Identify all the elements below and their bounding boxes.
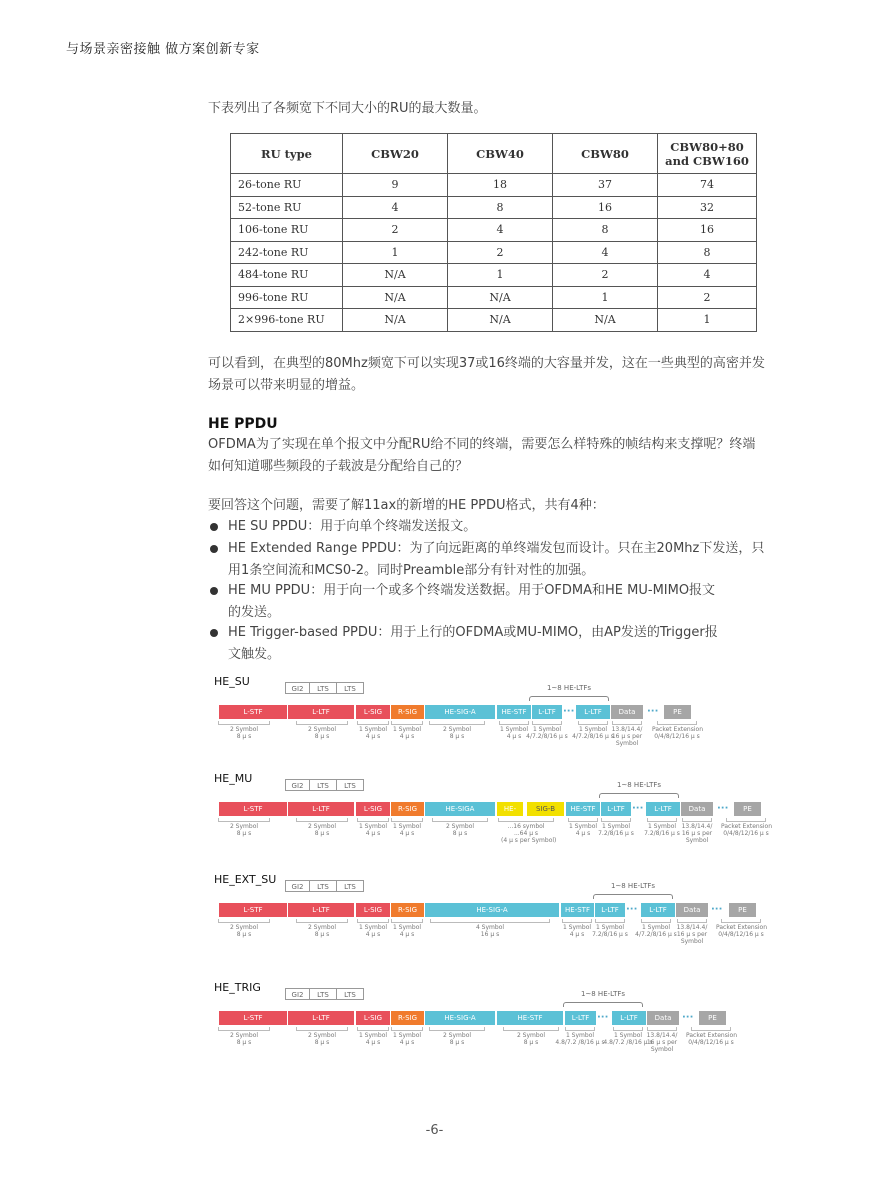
frame-segment: HE-SIG-A (425, 1011, 495, 1025)
ellipsis-icon: ··· (711, 904, 723, 915)
frame-segment: L-SIG (356, 705, 390, 719)
duration-brace (612, 721, 642, 725)
frame-segment: PE (734, 802, 761, 816)
duration-label: 2 Symbol 8 μ s (442, 1032, 472, 1046)
frame-segment: L-SIG (356, 903, 390, 917)
table-cell: 4 (658, 264, 757, 287)
duration-label: 1 Symbol 4 μ s (358, 823, 388, 837)
ellipsis-icon: ··· (647, 706, 659, 717)
table-row (231, 196, 757, 219)
duration-brace (578, 721, 608, 725)
duration-label: 1 Symbol 4/7.2/8/16 μ s (635, 924, 677, 938)
duration-brace (391, 919, 423, 923)
table-cell: N/A (448, 286, 553, 309)
frame-segment: L-LTF (646, 802, 680, 816)
duration-label: 2 Symbol 8 μ s (307, 823, 337, 837)
table-row (231, 264, 757, 287)
frame-segment: HE-SIG-A (425, 903, 559, 917)
table-cell: 484-tone RU (231, 264, 343, 287)
frame-segment: L-SIG (356, 802, 390, 816)
duration-brace (296, 919, 348, 923)
duration-label: 1 Symbol 4 μ s (358, 1032, 388, 1046)
frame-segment: L-LTF (612, 1011, 646, 1025)
duration-label: 4 Symbol 16 μ s (475, 924, 505, 938)
duration-label: 2 Symbol 8 μ s (307, 924, 337, 938)
bullet-text: HE SU PPDU：用于向单个终端发送报文。 (228, 519, 477, 534)
frame-segment: Data (647, 1011, 679, 1025)
table-row (231, 286, 757, 309)
duration-brace (296, 818, 348, 822)
paragraph-line: 可以看到，在典型的80Mhz频宽下可以实现37或16终端的大容量并发，这在一些典型的高密并发 (208, 356, 765, 371)
duration-label: 1 Symbol 7.2/8/16 μ s (644, 823, 680, 837)
table-cell: 9 (343, 174, 448, 197)
ru-table (230, 133, 757, 332)
duration-brace (429, 721, 485, 725)
table-cell: N/A (448, 309, 553, 332)
bullet-text: HE MU PPDU：用于向一个或多个终端发送数据。用于OFDMA和HE MU-MIMO报文 的发送。 (228, 583, 716, 620)
frame-segment: SIG-B (527, 802, 564, 816)
ellipsis-icon: ··· (632, 803, 644, 814)
ellipsis-icon: ··· (682, 1012, 694, 1023)
duration-brace (218, 818, 270, 822)
duration-label: 1 Symbol 4.8/7.2 /8/16 μ s (603, 1032, 653, 1046)
bullet-dot-icon (210, 629, 218, 637)
frame-segment: HE-STF (561, 903, 594, 917)
duration-brace (595, 919, 625, 923)
lts-box: LTS (309, 682, 337, 694)
duration-brace (357, 1027, 389, 1031)
duration-brace (647, 1027, 677, 1031)
duration-label: 13.8/14.4/ 16 μ s per Symbol (681, 823, 713, 844)
table-cell: N/A (343, 264, 448, 287)
gi-box: GI2 (285, 682, 310, 694)
table-row (231, 309, 757, 332)
table-cell: 1 (448, 264, 553, 287)
paragraph-line: OFDMA为了实现在单个报文中分配RU给不同的终端，需要怎么样特殊的帧结构来支撑呢？终端 (208, 437, 756, 452)
table-cell: 1 (553, 286, 658, 309)
duration-label: 2 Symbol 8 μ s (229, 823, 259, 837)
lts-box: LTS (336, 988, 364, 1000)
duration-label: 2 Symbol 8 μ s (229, 726, 259, 740)
col-header: CBW40 (448, 134, 553, 174)
duration-label: Packet Extension 0/4/8/12/16 μ s (652, 726, 703, 740)
duration-brace (562, 919, 592, 923)
frame-segment: L-LTF (641, 903, 675, 917)
frame-segment: Data (611, 705, 643, 719)
table-cell: 8 (658, 241, 757, 264)
duration-brace (641, 919, 671, 923)
frame-segment: HE-SIG-A (425, 705, 495, 719)
lts-box: LTS (336, 880, 364, 892)
duration-brace (565, 1027, 595, 1031)
lts-box: LTS (309, 779, 337, 791)
frame-segment: L-LTF (532, 705, 562, 719)
duration-label: 1 Symbol 4 μ s (392, 823, 422, 837)
duration-brace (682, 818, 712, 822)
duration-brace (613, 1027, 643, 1031)
duration-label: 1 Symbol 4.8/7.2 /8/16 μ s (555, 1032, 605, 1046)
table-row (231, 219, 757, 242)
frame-segment: L-LTF (288, 903, 354, 917)
duration-brace (726, 818, 766, 822)
duration-brace (499, 721, 529, 725)
duration-brace (691, 1027, 731, 1031)
duration-label: 13.8/14.4/ 16 μ s per Symbol (646, 1032, 678, 1053)
frame-segment: L-STF (219, 705, 287, 719)
duration-label: 1 Symbol 4 μ s (392, 726, 422, 740)
duration-label: Packet Extension 0/4/8/12/16 μ s (721, 823, 772, 837)
section-title: HE PPDU (208, 416, 278, 432)
duration-brace (657, 721, 697, 725)
duration-label: 1 Symbol 7.2/8/16 μ s (592, 924, 628, 938)
duration-label: 13.8/14.4/ 16 μ s per Symbol (611, 726, 643, 747)
table-cell: 32 (658, 196, 757, 219)
duration-brace (601, 818, 631, 822)
duration-label: 2 Symbol 8 μ s (445, 823, 475, 837)
table-cell: 1 (658, 309, 757, 332)
frame-name: HE_SU (214, 675, 250, 688)
frame-segment: L-STF (219, 1011, 287, 1025)
gi-box: GI2 (285, 880, 310, 892)
ltf-count-label: 1~8 HE-LTFs (546, 684, 592, 692)
duration-label: Packet Extension 0/4/8/12/16 μ s (716, 924, 767, 938)
table-cell: 8 (553, 219, 658, 242)
paragraph-line: 如何知道哪些频段的子载波是分配给自己的？ (208, 459, 469, 474)
duration-label: ...16 symbol ...64 μ s (4 μ s per Symbol) (501, 823, 557, 844)
table-cell: 2×996-tone RU (231, 309, 343, 332)
table-cell: 2 (448, 241, 553, 264)
frame-segment: R-SIG (391, 705, 424, 719)
frame-segment: PE (699, 1011, 726, 1025)
duration-label: 1 Symbol 4 μ s (562, 924, 592, 938)
duration-label: 13.8/14.4/ 16 μ s per Symbol (676, 924, 708, 945)
duration-brace (503, 1027, 559, 1031)
frame-segment: L-STF (219, 802, 287, 816)
table-cell: 52-tone RU (231, 196, 343, 219)
duration-label: 1 Symbol 4/7.2/8/16 μ s (572, 726, 614, 740)
table-cell: 4 (448, 219, 553, 242)
duration-brace (532, 721, 562, 725)
frame-name: HE_TRIG (214, 981, 261, 994)
duration-brace (296, 1027, 348, 1031)
paragraph-1 (208, 353, 778, 397)
bullet-text: HE Extended Range PPDU：为了向远距离的单终端发包而设计。只在主20Mhz下发送，只 用1条空间流和MCS0-2。同时Preamble部分有针对性的加强。 (228, 541, 765, 578)
duration-brace (429, 1027, 485, 1031)
gi-box: GI2 (285, 988, 310, 1000)
duration-label: 1 Symbol 4 μ s (499, 726, 529, 740)
lts-box: LTS (309, 988, 337, 1000)
frame-segment: L-LTF (595, 903, 625, 917)
duration-label: 1 Symbol 4/7.2/8/16 μ s (526, 726, 568, 740)
duration-label: 1 Symbol 4 μ s (392, 924, 422, 938)
table-cell: 18 (448, 174, 553, 197)
table-cell: 74 (658, 174, 757, 197)
duration-label: 2 Symbol 8 μ s (442, 726, 472, 740)
frame-name: HE_MU (214, 772, 253, 785)
frame-segment: L-LTF (565, 1011, 596, 1025)
page-number: -6- (425, 1123, 444, 1138)
duration-brace (296, 721, 348, 725)
duration-brace (498, 818, 554, 822)
frame-segment: L-LTF (601, 802, 631, 816)
lts-box: LTS (309, 880, 337, 892)
frame-segment: L-STF (219, 903, 287, 917)
table-cell: 106-tone RU (231, 219, 343, 242)
duration-label: 2 Symbol 8 μ s (307, 1032, 337, 1046)
duration-label: 2 Symbol 8 μ s (229, 924, 259, 938)
lts-box: LTS (336, 779, 364, 791)
col-header: CBW80 (553, 134, 658, 174)
frame-segment: PE (664, 705, 691, 719)
duration-brace (357, 818, 389, 822)
paragraph-line: 场景可以带来明显的增益。 (208, 378, 365, 393)
frame-segment: R-SIG (391, 903, 424, 917)
duration-brace (218, 1027, 270, 1031)
duration-brace (391, 1027, 423, 1031)
duration-brace (357, 919, 389, 923)
ltf-count-label: 1~8 HE-LTFs (616, 781, 662, 789)
table-cell: 242-tone RU (231, 241, 343, 264)
table-intro: 下表列出了各频宽下不同大小的RU的最大数量。 (208, 101, 487, 116)
page-header: 与场景亲密接触 做方案创新专家 (66, 42, 260, 57)
table-cell: 16 (553, 196, 658, 219)
duration-label: 1 Symbol 4 μ s (392, 1032, 422, 1046)
lts-box: LTS (336, 682, 364, 694)
frame-segment: R-SIG (391, 1011, 424, 1025)
duration-brace (391, 721, 423, 725)
table-cell: 8 (448, 196, 553, 219)
duration-brace (391, 818, 423, 822)
frame-segment: R-SIG (391, 802, 424, 816)
bullet-dot-icon (210, 587, 218, 595)
ltf-count-label: 1~8 HE-LTFs (580, 990, 626, 998)
col-header: CBW80+80 and CBW160 (658, 134, 757, 174)
duration-brace (218, 721, 270, 725)
table-cell: N/A (343, 286, 448, 309)
bullet-dot-icon (210, 545, 218, 553)
ltf-brace (593, 894, 673, 899)
frame-segment: Data (681, 802, 713, 816)
duration-brace (218, 919, 270, 923)
gi-box: GI2 (285, 779, 310, 791)
frame-segment: PE (729, 903, 756, 917)
frame-segment: L-LTF (288, 802, 354, 816)
table-cell: 4 (343, 196, 448, 219)
ellipsis-icon: ··· (626, 904, 638, 915)
duration-brace (677, 919, 707, 923)
frame-segment: HE-SIGA (425, 802, 495, 816)
table-cell: 37 (553, 174, 658, 197)
col-header: RU type (231, 134, 343, 174)
duration-label: 2 Symbol 8 μ s (229, 1032, 259, 1046)
table-cell: 2 (553, 264, 658, 287)
duration-label: 1 Symbol 4 μ s (358, 726, 388, 740)
table-header-row (231, 134, 757, 174)
duration-label: 1 Symbol 4 μ s (358, 924, 388, 938)
table-cell: 16 (658, 219, 757, 242)
table-row (231, 174, 757, 197)
duration-label: 2 Symbol 8 μ s (307, 726, 337, 740)
ellipsis-icon: ··· (717, 803, 729, 814)
frame-segment: HE-STF (566, 802, 600, 816)
ellipsis-icon: ··· (597, 1012, 609, 1023)
table-cell: 996-tone RU (231, 286, 343, 309)
bullet-dot-icon (210, 523, 218, 531)
frame-segment: L-LTF (288, 705, 354, 719)
frame-segment: HE-STF (497, 705, 531, 719)
duration-brace (721, 919, 761, 923)
ltf-brace (529, 696, 609, 701)
duration-brace (357, 721, 389, 725)
ltf-brace (563, 1002, 643, 1007)
duration-brace (647, 818, 677, 822)
table-cell: N/A (343, 309, 448, 332)
table-cell: 1 (343, 241, 448, 264)
ltf-brace (599, 793, 679, 798)
paragraph-2 (208, 434, 778, 478)
duration-label: Packet Extension 0/4/8/12/16 μ s (686, 1032, 737, 1046)
duration-brace (432, 818, 488, 822)
duration-label: 2 Symbol 8 μ s (516, 1032, 546, 1046)
table-row (231, 241, 757, 264)
paragraph-3: 要回答这个问题，需要了解11ax的新增的HE PPDU格式，共有4种： (208, 498, 605, 513)
table-cell: 2 (658, 286, 757, 309)
table-cell: N/A (553, 309, 658, 332)
ellipsis-icon: ··· (563, 706, 575, 717)
frame-segment: Data (676, 903, 708, 917)
ltf-count-label: 1~8 HE-LTFs (610, 882, 656, 890)
table-cell: 26-tone RU (231, 174, 343, 197)
col-header: CBW20 (343, 134, 448, 174)
frame-segment: L-LTF (288, 1011, 354, 1025)
duration-brace (430, 919, 550, 923)
frame-segment: L-SIG (356, 1011, 390, 1025)
frame-segment: HE-STF (497, 1011, 563, 1025)
frame-name: HE_EXT_SU (214, 873, 277, 886)
duration-label: 1 Symbol 4 μ s (568, 823, 598, 837)
duration-label: 1 Symbol 7.2/8/16 μ s (598, 823, 634, 837)
frame-segment: L-LTF (576, 705, 610, 719)
duration-brace (568, 818, 598, 822)
table-cell: 4 (553, 241, 658, 264)
table-cell: 2 (343, 219, 448, 242)
bullet-text: HE Trigger-based PPDU：用于上行的OFDMA或MU-MIMO，由AP发送的Trigger报 文触发。 (228, 625, 718, 662)
frame-segment: HE- (497, 802, 523, 816)
